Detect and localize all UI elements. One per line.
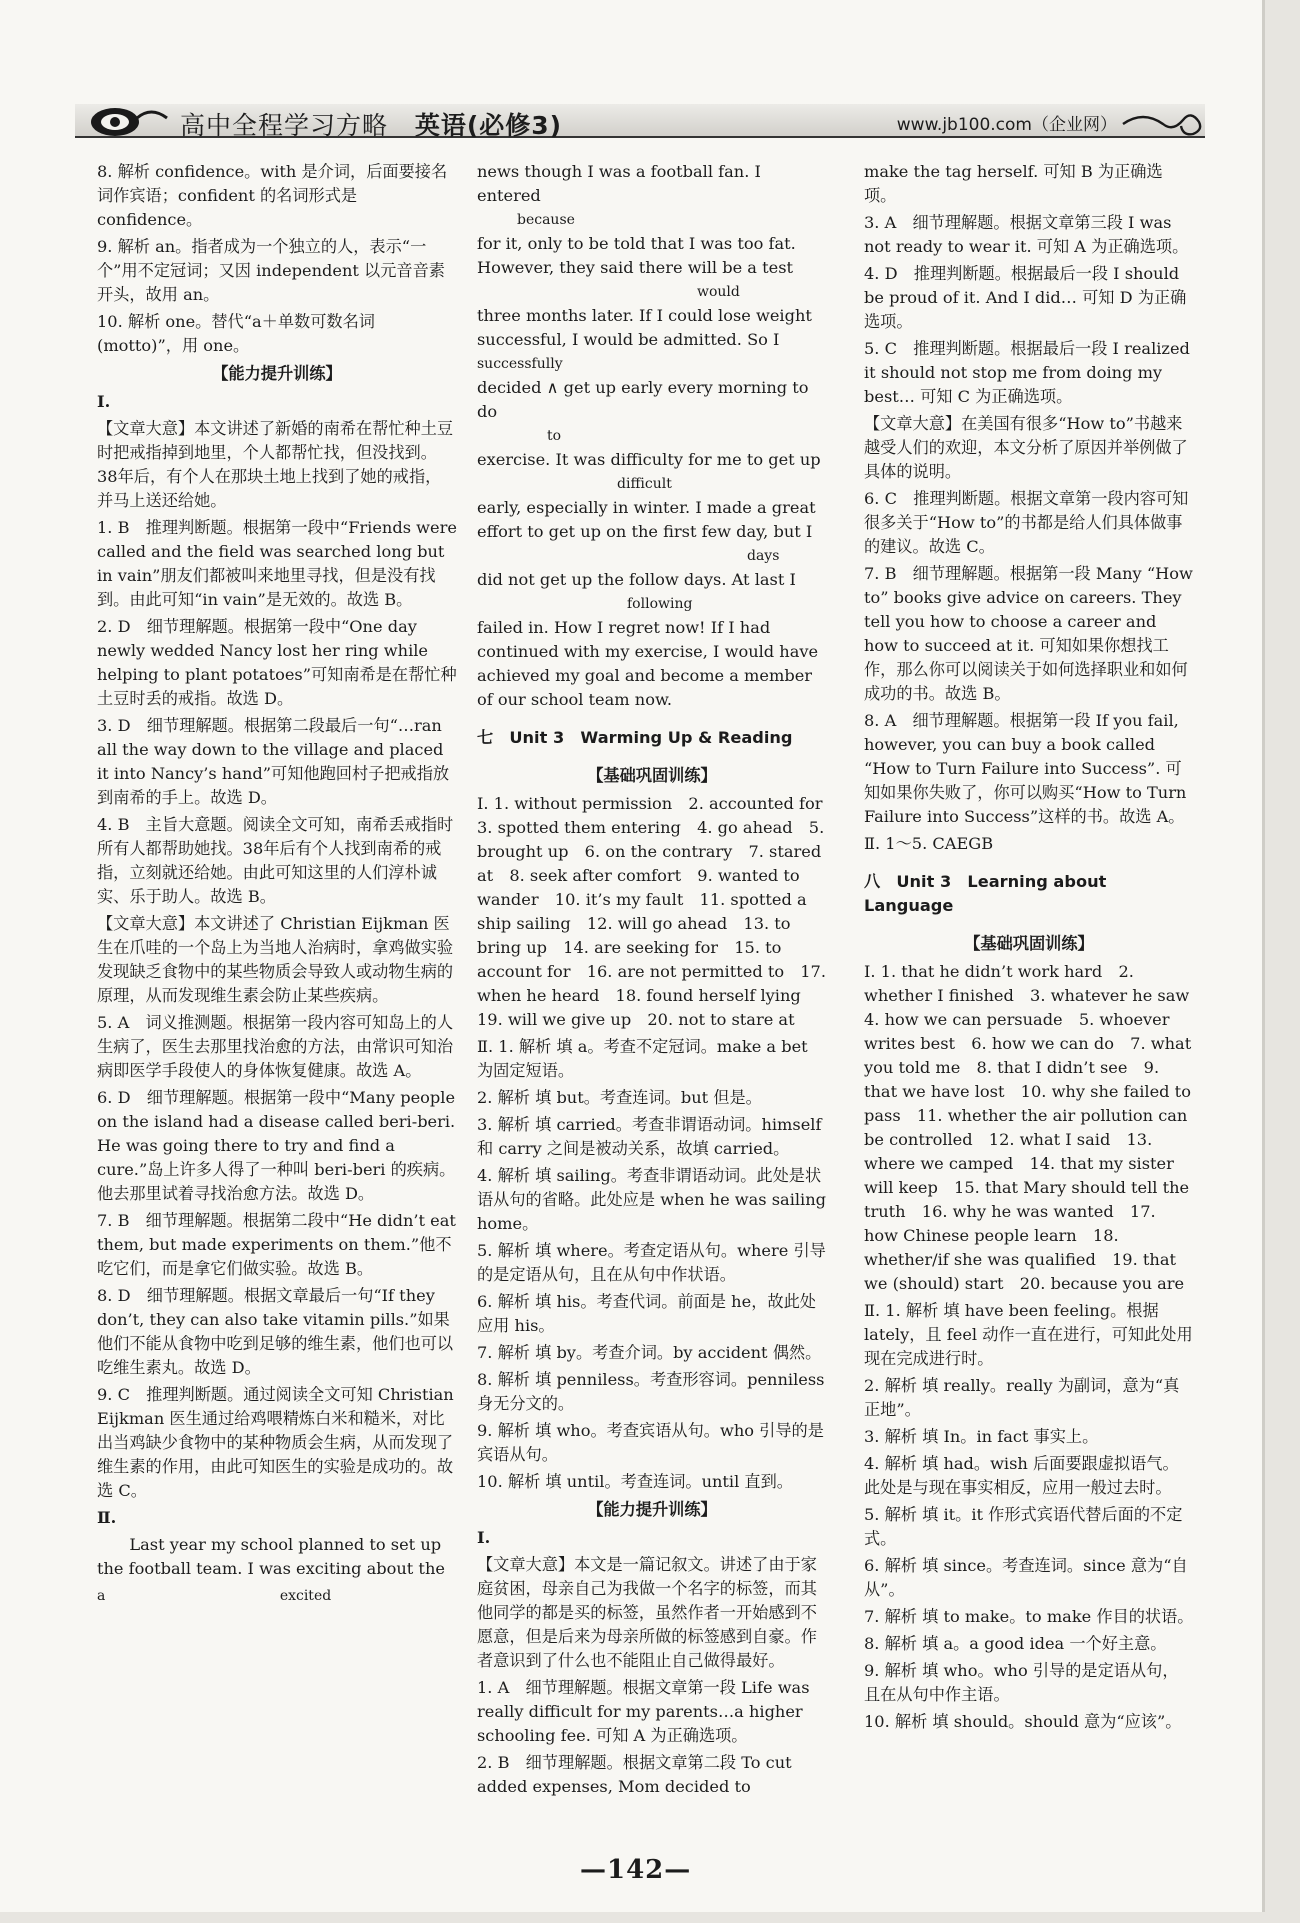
part-label: Ⅰ. (477, 1528, 491, 1547)
section-heading: 【能力提升训练】 (212, 364, 342, 383)
column-left (97, 160, 457, 1611)
passage-summary: 【文章大意】本文讲述了新婚的南希在帮忙种土豆时把戒指掉到地里，个人都帮忙找，但没找到。38年后，有个人在那块土地上找到了她的戒指，并马上送还给她。 (97, 419, 454, 510)
correction-word: following (627, 596, 693, 612)
answer-item: 1. A 细节理解题。根据文章第一段 Life was really difficult for my parents…a higher schooling fee. 可知 A 为正确选项。 (477, 1678, 810, 1745)
answer-item: 6. 解析 填 since。考查连词。since 意为“自从”。 (864, 1556, 1188, 1599)
answer-item: 4. 解析 填 sailing。考查非谓语动词。此处是状语从句的省略。此处应是 when he was sailing home。 (477, 1166, 827, 1233)
part-label: Ⅰ. (97, 392, 111, 411)
correction-line: early, especially in winter. I made a great effort to get up on the first few day, but I (477, 498, 816, 541)
answer-item: 3. 解析 填 carried。考查非谓语动词。himself 和 carry 之间是被动关系，故填 carried。 (477, 1115, 822, 1158)
answer-item: 2. 解析 填 but。考查连词。but 但是。 (477, 1088, 762, 1107)
answer-item: 9. 解析 填 who。考查宾语从句。who 引导的是宾语从句。 (477, 1421, 824, 1464)
answer-item: Ⅱ. 1～5. CAEGB (864, 834, 994, 853)
answer-item: 10. 解析 one。替代“a＋单数可数名词(motto)”，用 one。 (97, 312, 375, 355)
column-right (864, 160, 1206, 1737)
answer-item: 8. D 细节理解题。根据文章最后一句“If they don’t, they can also take vitamin pills.”如果他们不能从食物中吃到足够的维生素，他们也可以吃维生素丸。故选 D。 (97, 1286, 454, 1377)
section-heading: 【基础巩固训练】 (587, 766, 717, 785)
answer-item: 9. C 推理判断题。通过阅读全文可知 Christian Eijkman 医生通过给鸡喂精炼白米和糙米，对比出当鸡缺少食物中的某种物质会生病，从而发现了维生素的作用，由此可知医生的实验是成功的。故选 C。 (97, 1385, 454, 1500)
answer-item: 10. 解析 填 should。should 意为“应该”。 (864, 1712, 1182, 1731)
passage-summary: 【文章大意】本文讲述了 Christian Eijkman 医生在爪哇的一个岛上为当地人治病时，拿鸡做实验发现缺乏食物中的某些物质会导致人或动物生病的原理，从而发现维生素会防止某些疾病。 (97, 914, 454, 1005)
answer-item: 9. 解析 填 who。who 引导的是定语从句，且在从句中作主语。 (864, 1661, 1179, 1704)
answer-item: 5. C 推理判断题。根据最后一段 I realized it should not stop me from doing my best… 可知 C 为正确选项。 (864, 339, 1190, 406)
answer-item: 2. D 细节理解题。根据第一段中“One day newly wedded Nancy lost her ring while helping to plant potatoes”可知南希是在帮忙种土豆时丢的戒指。故选 D。 (97, 617, 457, 708)
answer-item: 3. A 细节理解题。根据文章第三段 I was not ready to wear it. 可知 A 为正确选项。 (864, 213, 1189, 256)
publisher-logo-icon (85, 98, 173, 142)
passage-summary: 【文章大意】在美国有很多“How to”书越来越受人们的欢迎，本文分析了原因并举例做了具体的说明。 (864, 414, 1188, 481)
unit-heading: 七 Unit 3 Warming Up & Reading (477, 728, 793, 747)
answer-item: 2. 解析 填 really。really 为副词，意为“真正地”。 (864, 1376, 1180, 1419)
answer-item: 2. B 细节理解题。根据文章第二段 To cut added expenses, Mom decided to (477, 1753, 792, 1796)
answer-item: 8. A 细节理解题。根据第一段 If you fail, however, you can buy a book called “How to Turn Failure into Success”. 可知如果你失败了，你可以购买“How to Turn Failure into Success”这样的书。故选 A。 (864, 711, 1187, 826)
header-site: www.jb100.com（企业网） (896, 115, 1117, 135)
column-middle (477, 160, 839, 1802)
correction-line: failed in. How I regret now! If I had continued with my exercise, I would have achieved my goal and become a member of our school team now. (477, 618, 819, 709)
answer-item: 4. D 推理判断题。根据最后一段 I should be proud of it. And I did… 可知 D 为正确选项。 (864, 264, 1187, 331)
correction-line: news though I was a football fan. I entered (477, 162, 761, 205)
answer-item: 7. 解析 填 by。考查介词。by accident 偶然。 (477, 1343, 822, 1362)
correction-word: days (747, 548, 780, 564)
subject-title: 英语(必修3) (414, 111, 563, 140)
correction-line: decided ∧ get up early every morning to do (477, 378, 809, 421)
answer-list: Ⅰ. 1. that he didn’t work hard 2. whether I finished 3. whatever he saw 4. how we can persuade 5. whoever writes best 6. how we can do 7. what you told me 8. that I didn’t see 9. that we have lost 10. why she failed to pass 11. whether the air pollution can be controlled 12. what I said 13. where we camped 14. that my sister will keep 15. that Mary should tell the truth 16. why he was wanted 17. how Chinese people learn 18. whether/if she was qualified 19. that we (should) start 20. because you are (864, 962, 1206, 1293)
answer-item: 4. 解析 填 had。wish 后面要跟虚拟语气。此处是与现在事实相反，应用一般过去时。 (864, 1454, 1179, 1497)
page-number: —142— (580, 1855, 692, 1885)
answer-list: Ⅰ. 1. without permission 2. accounted for 3. spotted them entering 4. go ahead 5. brought up 6. on the contrary 7. stared at 8. seek after comfort 9. wanted to wander 10. it’s my fault 11. spotted a ship sailing 12. will go ahead 13. to bring up 14. are seeking for 15. to account for 16. are not permitted to 17. when he heard 18. found herself lying 19. will we give up 20. not to stare at (477, 794, 839, 1029)
correction-word: a (97, 1588, 106, 1604)
answer-item: 6. C 推理判断题。根据文章第一段内容可知很多关于“How to”的书都是给人们具体做事的建议。故选 C。 (864, 489, 1189, 556)
unit-heading: 八 Unit 3 Learning about Language (864, 872, 1107, 915)
correction-line: three months later. If I could lose weight successful, I would be admitted. So I (477, 306, 812, 349)
answer-item: 10. 解析 填 until。考查连词。until 直到。 (477, 1472, 793, 1491)
answer-item: 9. 解析 an。指者成为一个独立的人，表示“一个”用不定冠词；又因 independent 以元音音素开头，故用 an。 (97, 237, 445, 304)
answer-item: Ⅱ. 1. 解析 填 a。考查不定冠词。make a bet 为固定短语。 (477, 1037, 808, 1080)
answer-item: 5. 解析 填 where。考查定语从句。where 引导的是定语从句，且在从句中作状语。 (477, 1241, 826, 1284)
answer-item: 3. 解析 填 In。in fact 事实上。 (864, 1427, 1099, 1446)
passage-summary: 【文章大意】本文是一篇记叙文。讲述了由于家庭贫困，母亲自己为我做一个名字的标签，而其他同学的都是买的标签，虽然作者一开始感到不愿意，但是后来为母亲所做的标签感到自豪。作者意识到了什么也不能阻止自己做得最好。 (477, 1555, 817, 1670)
answer-item: Ⅱ. 1. 解析 填 have been feeling。根据 lately，且 feel 动作一直在进行，可知此处用现在完成进行时。 (864, 1301, 1193, 1368)
correction-line: did not get up the follow days. At last I (477, 570, 796, 589)
book-title: 高中全程学习方略 (180, 111, 389, 140)
swirl-ornament-icon (1119, 98, 1205, 142)
answer-item: 5. A 词义推测题。根据第一段内容可知岛上的人生病了，医生去那里找治愈的方法，由常识可知治病即医学手段使人的身体恢复健康。故选 A。 (97, 1013, 454, 1080)
answer-item: 8. 解析 confidence。with 是介词，后面要接名词作宾语；confident 的名词形式是 confidence。 (97, 162, 448, 229)
answer-item: 7. 解析 填 to make。to make 作目的状语。 (864, 1607, 1194, 1626)
answer-item: 6. 解析 填 his。考查代词。前面是 he，故此处应用 his。 (477, 1292, 816, 1335)
correction-word: because (517, 212, 575, 228)
answer-item: 5. 解析 填 it。it 作形式宾语代替后面的不定式。 (864, 1505, 1183, 1548)
answer-item: 3. D 细节理解题。根据第二段最后一句“…ran all the way down to the village and placed it into Nancy’s hand”可知他跑回村子把戒指放到南希的手上。故选 D。 (97, 716, 450, 807)
section-heading: 【能力提升训练】 (587, 1500, 717, 1519)
answer-item: make the tag herself. 可知 B 为正确选项。 (864, 162, 1163, 205)
answer-item: 8. 解析 填 a。a good idea 一个好主意。 (864, 1634, 1167, 1653)
answer-item: 8. 解析 填 penniless。考查形容词。penniless 身无分文的。 (477, 1370, 825, 1413)
header-title (180, 106, 562, 142)
part-label: Ⅱ. (97, 1508, 117, 1527)
correction-line: for it, only to be told that I was too fat. However, they said there will be a test (477, 234, 796, 277)
correction-note (97, 1584, 457, 1608)
correction-word: successfully (477, 356, 563, 372)
answer-item: 1. B 推理判断题。根据第一段中“Friends were called and the field was searched long but in vain”朋友们都被叫来地里寻找，但是没有找到。由此可知“in vain”是无效的。故选 B。 (97, 518, 457, 609)
answer-item: 7. B 细节理解题。根据第一段 Many “How to” books give advice on careers. They tell you how to choose a career and how to succeed at it. 可知如果你想找工作，那么你可以阅读关于如何选择职业和如何成功的书。故选 B。 (864, 564, 1193, 703)
correction-line: exercise. It was difficulty for me to get up (477, 450, 821, 469)
section-heading: 【基础巩固训练】 (964, 934, 1094, 953)
correction-word: excited (279, 1588, 332, 1604)
correction-passage: Last year my school planned to set up the football team. I was exciting about the (97, 1535, 445, 1578)
correction-word: would (697, 284, 740, 300)
answer-item: 7. B 细节理解题。根据第二段中“He didn’t eat them, but made experiments on them.”他不吃它们，而是拿它们做实验。故选 B。 (97, 1211, 456, 1278)
correction-word: difficult (617, 476, 672, 492)
answer-item: 4. B 主旨大意题。阅读全文可知，南希丢戒指时所有人都帮助她找。38年后有个人找到南希的戒指，立刻就还给她。由此可知这里的人们淳朴诚实、乐于助人。故选 B。 (97, 815, 454, 906)
page-header (75, 98, 1205, 148)
correction-word: to (547, 428, 562, 444)
answer-item: 6. D 细节理解题。根据第一段中“Many people on the island had a disease called beri-beri. He was going there to try and find a cure.”岛上许多人得了一种叫 beri-beri 的疾病。他去那里试着寻找治愈方法。故选 D。 (97, 1088, 456, 1203)
